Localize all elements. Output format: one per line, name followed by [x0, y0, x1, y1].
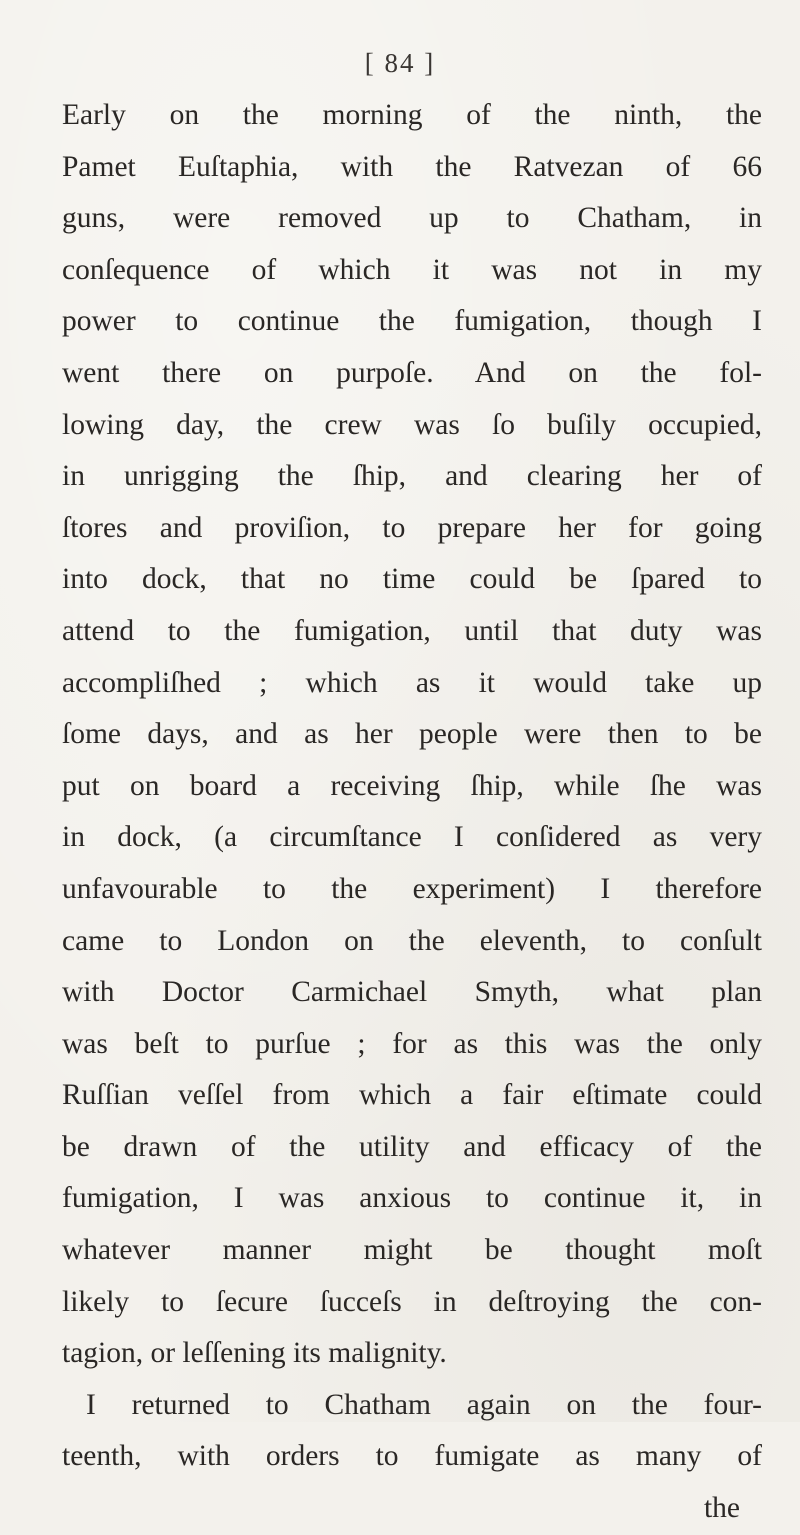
- text-line: into dock, that no time could be ſpared to: [62, 563, 762, 596]
- text-line: power to continue the fumigation, though I: [62, 305, 762, 338]
- text-line-paragraph-end: tagion, or leſſening its malignity.: [62, 1337, 447, 1370]
- text-line: with Doctor Carmichael Smyth, what plan: [62, 976, 762, 1009]
- text-line: in dock, (a circumſtance I conſidered as very: [62, 821, 762, 854]
- text-line: Ruſſian veſſel from which a fair eſtimate could: [62, 1079, 762, 1112]
- text-line: came to London on the eleventh, to conſult: [62, 924, 762, 957]
- catchword: the: [703, 1492, 740, 1525]
- text-line: guns, were removed up to Chatham, in: [62, 202, 762, 235]
- text-line: attend to the fumigation, until that duty was: [62, 614, 762, 647]
- text-line: put on board a receiving ſhip, while ſhe was: [62, 769, 762, 802]
- text-line: likely to ſecure ſucceſs in deſtroying the con-: [62, 1285, 762, 1318]
- text-line: Early on the morning of the ninth, the: [62, 99, 762, 131]
- text-line: whatever manner might be thought moſt: [62, 1234, 762, 1267]
- text-line: unfavourable to the experiment) I therefore: [62, 872, 762, 905]
- text-line: teenth, with orders to fumigate as many of: [62, 1440, 762, 1473]
- text-line: accompliſhed ; which as it would take up: [62, 666, 762, 699]
- text-line: lowing day, the crew was ſo buſily occupied,: [62, 408, 762, 441]
- text-line: ſome days, and as her people were then to be: [62, 718, 762, 751]
- text-line: went there on purpoſe. And on the fol-: [62, 356, 762, 389]
- page-number: [ 84 ]: [364, 48, 436, 78]
- text-line: Pamet Euſtaphia, with the Ratvezan of 66: [62, 150, 762, 183]
- text-line-paragraph-start: I returned to Chatham again on the four-: [86, 1388, 762, 1421]
- text-line: in unrigging the ſhip, and clearing her of: [62, 460, 762, 493]
- body-text: [62, 90, 762, 1535]
- text-line: fumigation, I was anxious to continue it, in: [62, 1182, 762, 1215]
- text-line: ſtores and proviſion, to prepare her for going: [62, 511, 762, 544]
- text-line: was beſt to purſue ; for as this was the only: [62, 1027, 762, 1060]
- text-line: be drawn of the utility and efficacy of the: [62, 1130, 762, 1163]
- text-line: conſequence of which it was not in my: [62, 253, 762, 286]
